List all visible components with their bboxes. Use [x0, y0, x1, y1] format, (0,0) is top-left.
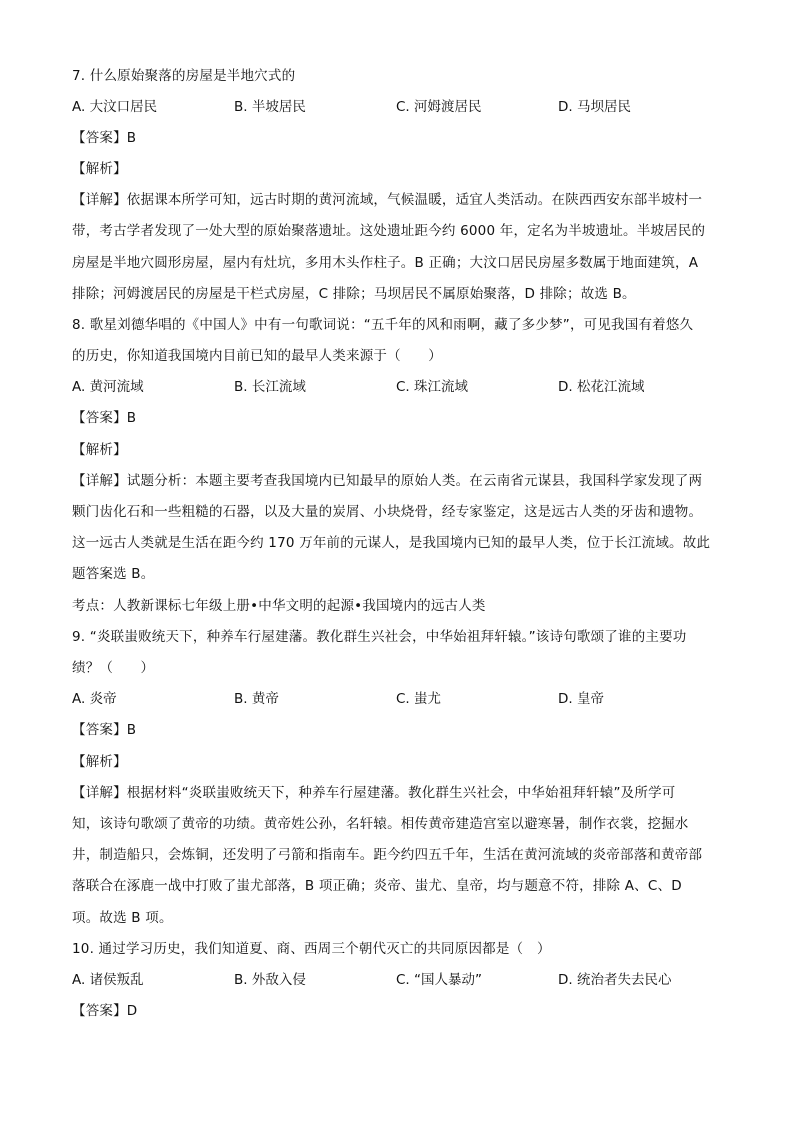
question-7-options	[72, 97, 722, 117]
q9-option-c: C. 蚩尤	[396, 691, 442, 707]
q10-option-b: B. 外敌入侵	[234, 972, 306, 988]
q7-detail-line: 【详解】依据课本所学可知，远古时期的黄河流域，气候温暖，适宜人类活动。在陕西西安东部半坡村一	[72, 192, 703, 208]
q9-detail-line: 知，该诗句歌颂了黄帝的功绩。黄帝姓公孙，名轩辕。相传黄帝建造宫室以避寒暑，制作衣裳，挖掘水	[72, 816, 689, 832]
q9-detail-line: 项。故选 B 项。	[72, 910, 173, 926]
q7-option-b: B. 半坡居民	[234, 99, 306, 115]
question-7-stem: 7. 什么原始聚落的房屋是半地穴式的	[72, 68, 296, 84]
question-8-stem-cont: 的历史，你知道我国境内目前已知的最早人类来源于（ ）	[72, 348, 442, 364]
q9-option-b: B. 黄帝	[234, 691, 279, 707]
q8-option-c: C. 珠江流域	[396, 379, 469, 395]
q7-detail-line: 房屋是半地穴圆形房屋，屋内有灶坑，多用木头作柱子。B 正确；大汶口居民房屋多数属于地面建筑，A	[72, 255, 699, 271]
q7-detail-line: 排除；河姆渡居民的房屋是干栏式房屋，C 排除；马坝居民不属原始聚落，D 排除；故选 B。	[72, 286, 636, 302]
question-10-stem: 10. 通过学习历史，我们知道夏、商、西周三个朝代灭亡的共同原因都是（ ）	[72, 941, 551, 957]
q10-answer: 【答案】D	[72, 1003, 138, 1019]
q9-answer: 【答案】B	[72, 722, 137, 738]
question-10-options	[72, 970, 722, 990]
q8-detail-line: 【详解】试题分析：本题主要考查我国境内已知最早的原始人类。在云南省元谋县，我国科学家发现了两	[72, 473, 703, 489]
question-9-stem-cont: 绩？（ ）	[72, 660, 155, 676]
question-9-options	[72, 689, 722, 709]
q10-option-c: C. “国人暴动”	[396, 972, 482, 988]
q8-analysis-heading: 【解析】	[72, 442, 127, 458]
q10-option-a: A. 诸侯叛乱	[72, 972, 144, 988]
q8-answer: 【答案】B	[72, 410, 137, 426]
q9-detail-line: 【详解】根据材料“炎联蚩败统天下，种养车行屋建藩。教化群生兴社会，中华始祖拜轩辕”及所学可	[72, 785, 676, 801]
q9-detail-line: 落联合在涿鹿一战中打败了蚩尤部落，B 项正确；炎帝、蚩尤、皇帝，均与题意不符，排除 A、C、D	[72, 878, 682, 894]
q7-option-d: D. 马坝居民	[558, 99, 631, 115]
q9-detail-line: 井，制造船只，会炼铜，还发明了弓箭和指南车。距今约四五千年，生活在黄河流域的炎帝部落和黄帝部	[72, 847, 703, 863]
q8-detail-line: 这一远古人类就是生活在距今约 170 万年前的元谋人，是我国境内已知的最早人类，位于长江流域。故此	[72, 535, 711, 551]
question-8-options	[72, 377, 722, 397]
q7-analysis-heading: 【解析】	[72, 161, 127, 177]
q7-detail-line: 带，考古学者发现了一处大型的原始聚落遗址。这处遗址距今约 6000 年，定名为半坡遗址。半坡居民的	[72, 223, 706, 239]
q8-option-a: A. 黄河流域	[72, 379, 144, 395]
q8-detail-line: 题答案选 B。	[72, 566, 155, 582]
q9-analysis-heading: 【解析】	[72, 754, 127, 770]
q7-answer: 【答案】B	[72, 130, 137, 146]
q7-option-a: A. 大汶口居民	[72, 99, 158, 115]
q8-note: 考点：人教新课标七年级上册•中华文明的起源•我国境内的远古人类	[72, 598, 486, 614]
q9-option-a: A. 炎帝	[72, 691, 117, 707]
q7-option-c: C. 河姆渡居民	[396, 99, 482, 115]
question-9-stem: 9. “炎联蚩败统天下，种养车行屋建藩。教化群生兴社会，中华始祖拜轩辕。”该诗句歌颂了谁的主要功	[72, 629, 687, 645]
q9-option-d: D. 皇帝	[558, 691, 604, 707]
q10-option-d: D. 统治者失去民心	[558, 972, 672, 988]
q8-option-d: D. 松花江流域	[558, 379, 645, 395]
q8-detail-line: 颗门齿化石和一些粗糙的石器，以及大量的炭屑、小块烧骨，经专家鉴定，这是远古人类的牙齿和遗物。	[72, 504, 703, 520]
q8-option-b: B. 长江流域	[234, 379, 306, 395]
question-8-stem: 8. 歌星刘德华唱的《中国人》中有一句歌词说：“五千年的风和雨啊，藏了多少梦”，可见我国有着悠久	[72, 317, 694, 333]
